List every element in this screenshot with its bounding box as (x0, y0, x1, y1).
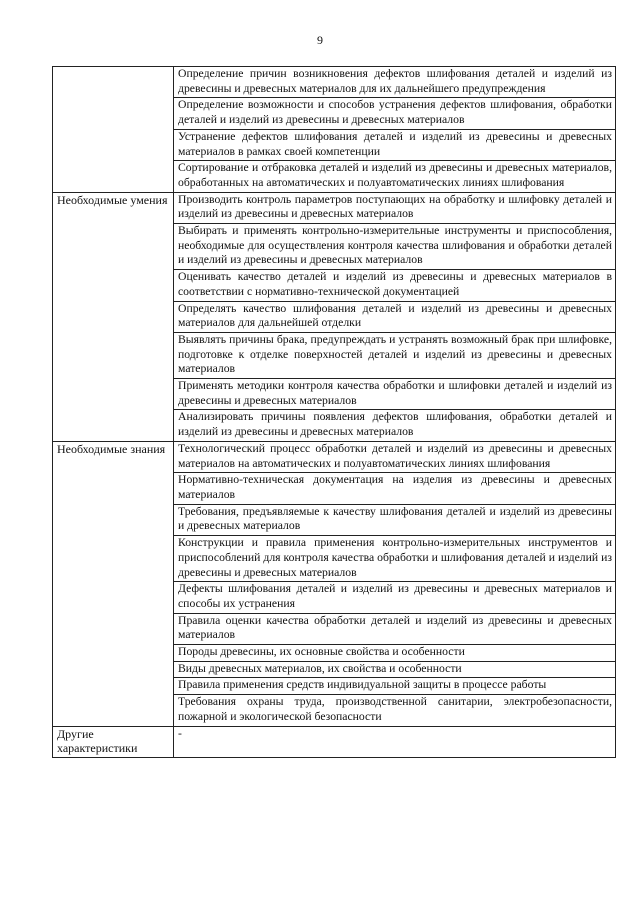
table-cell: Нормативно-техническая документация на изделия из древесины и древесных материалов (174, 473, 616, 504)
section-label (53, 67, 174, 193)
table-cell: Выбирать и применять контрольно-измерительные инструменты и приспособления, необходимые для осуществления контроля качества шлифования и обработки деталей и изделий из древесины и древесных материалов (174, 224, 616, 270)
table-cell: Правила оценки качества обработки деталей и изделий из древесины и древесных материалов (174, 613, 616, 644)
table-cell: Требования, предъявляемые к качеству шлифования деталей и изделий из древесины и древесных материалов (174, 504, 616, 535)
table-row (53, 192, 616, 223)
table-cell: Виды древесных материалов, их свойства и особенности (174, 661, 616, 678)
table-cell: Выявлять причины брака, предупреждать и устранять возможный брак при шлифовке, подготовке к отделке поверхностей деталей и изделий из древесины и древесных материалов (174, 332, 616, 378)
table-cell: Технологический процесс обработки деталей и изделий из древесины и древесных материалов на автоматических и полуавтоматических линиях шлифования (174, 441, 616, 472)
table-cell: Применять методики контроля качества обработки и шлифовки деталей и изделий из древесины и древесных материалов (174, 379, 616, 410)
table-row (53, 441, 616, 472)
section-label: Необходимые знания (53, 441, 174, 726)
table-cell: Устранение дефектов шлифования деталей и изделий из древесины и древесных материалов в рамках своей компетенции (174, 129, 616, 160)
table-cell: Оценивать качество деталей и изделий из древесины и древесных материалов в соответствии с нормативно-технической документацией (174, 270, 616, 301)
table-cell: Сортирование и отбраковка деталей и изделий из древесины и древесных материалов, обработанных на автоматических и полуавтоматических линиях шлифования (174, 161, 616, 192)
table-cell: Определять качество шлифования деталей и изделий из древесины и древесных материалов для дальнейшей отделки (174, 301, 616, 332)
table-row (53, 67, 616, 98)
table-cell: Дефекты шлифования деталей и изделий из древесины и древесных материалов и способы их устранения (174, 582, 616, 613)
table-cell: Производить контроль параметров поступающих на обработку и шлифовку деталей и изделий из древесины и древесных материалов (174, 192, 616, 223)
table-cell: Анализировать причины появления дефектов шлифования, обработки деталей и изделий из древесины и древесных материалов (174, 410, 616, 441)
section-label: Другие характеристики (53, 726, 174, 757)
characteristics-table (52, 66, 616, 758)
table-cell: - (174, 726, 616, 757)
table-cell: Конструкции и правила применения контрольно-измерительных инструментов и приспособлений для контроля качества обработки и шлифования деталей и изделий из древесины и древесных материалов (174, 536, 616, 582)
section-label: Необходимые умения (53, 192, 174, 441)
table-cell: Требования охраны труда, производственной санитарии, электробезопасности, пожарной и экологической безопасности (174, 695, 616, 726)
table-cell: Правила применения средств индивидуальной защиты в процессе работы (174, 678, 616, 695)
table-row (53, 726, 616, 757)
table-cell: Определение причин возникновения дефектов шлифования деталей и изделий из древесины и древесных материалов для их дальнейшего предупреждения (174, 67, 616, 98)
table-cell: Определение возможности и способов устранения дефектов шлифования, обработки деталей и изделий из древесины и древесных материалов (174, 98, 616, 129)
table-cell: Породы древесины, их основные свойства и особенности (174, 645, 616, 662)
page-number: 9 (317, 33, 323, 47)
